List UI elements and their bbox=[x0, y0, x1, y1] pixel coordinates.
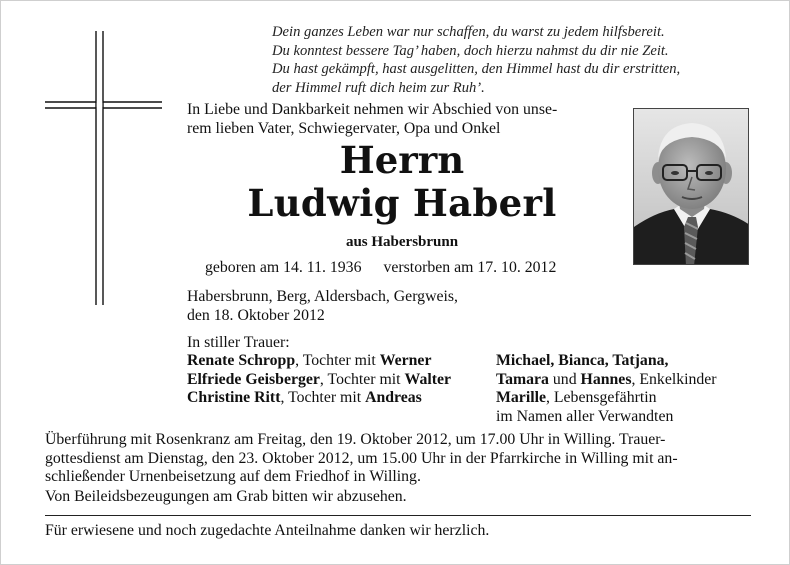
divider-line bbox=[45, 515, 751, 516]
thanks-note: Für erwiesene und noch zugedachte Anteilnahme danken wir herzlich. bbox=[45, 522, 490, 539]
partner-line: Marille, Lebensgefährtin bbox=[496, 389, 657, 406]
latin-cross-icon bbox=[45, 31, 165, 311]
info-line: Von Beileidsbezeugungen am Grab bitten wir abzusehen. bbox=[45, 487, 407, 505]
info-line: schließender Urnenbeisetzung auf dem Friedhof in Willing. bbox=[45, 468, 421, 486]
poem-line: Du konntest bessere Tag’ haben, doch hierzu nahmst du dir nie Zeit. bbox=[272, 42, 669, 59]
poem-line: der Himmel ruft dich heim zur Ruh’. bbox=[272, 79, 485, 96]
life-dates bbox=[205, 259, 625, 277]
grandchildren-line: Michael, Bianca, Tatjana, bbox=[496, 352, 669, 369]
portrait-photo bbox=[633, 108, 749, 265]
hometown: aus Habersbrunn bbox=[345, 234, 459, 250]
funeral-information bbox=[45, 431, 751, 506]
intro-line: rem lieben Vater, Schwiegervater, Opa und Onkel bbox=[187, 120, 501, 137]
places-line: Habersbrunn, Berg, Aldersbach, Gergweis, bbox=[187, 288, 458, 305]
place-and-date bbox=[187, 288, 627, 325]
mourner-row: Renate Schropp, Tochter mit Werner bbox=[187, 352, 432, 369]
mourner-row: Elfriede Geisberger, Tochter mit Walter bbox=[187, 370, 452, 388]
mourners-list-left bbox=[187, 352, 487, 408]
poem-line: Du hast gekämpft, hast ausgelitten, den Himmel hast du dir erstritten, bbox=[272, 61, 681, 77]
intro-line: In Liebe und Dankbarkeit nehmen wir Abschied von unse- bbox=[187, 101, 558, 118]
death-date: verstorben am 17. 10. 2012 bbox=[383, 259, 557, 276]
info-line: gottesdienst am Dienstag, den 23. Oktober 2012, um 15.00 Uhr in der Pfarrkirche in Willing mit an- bbox=[45, 449, 678, 467]
farewell-intro bbox=[187, 100, 627, 138]
mourners-heading: In stiller Trauer: bbox=[187, 334, 290, 351]
mourner-row: Christine Ritt, Tochter mit Andreas bbox=[187, 389, 422, 406]
poem-line: Dein ganzes Leben war nur schaffen, du warst zu jedem hilfsbereit. bbox=[272, 24, 665, 40]
birth-date: geboren am 14. 11. 1936 bbox=[205, 259, 362, 276]
date-line: den 18. Oktober 2012 bbox=[187, 306, 325, 324]
grandchildren-line: Tamara und Hannes, Enkelkinder bbox=[496, 370, 717, 388]
salutation: Herrn bbox=[339, 138, 465, 182]
mourners-list-right bbox=[496, 352, 776, 426]
deceased-name-block bbox=[185, 139, 619, 225]
portrait-illustration bbox=[634, 109, 749, 265]
deceased-name: Ludwig Haberl bbox=[247, 181, 557, 225]
relatives-line: im Namen aller Verwandten bbox=[496, 407, 674, 425]
memorial-poem bbox=[272, 23, 772, 97]
info-line: Überführung mit Rosenkranz am Freitag, den 19. Oktober 2012, um 17.00 Uhr in Willing. Trauer- bbox=[45, 431, 666, 448]
